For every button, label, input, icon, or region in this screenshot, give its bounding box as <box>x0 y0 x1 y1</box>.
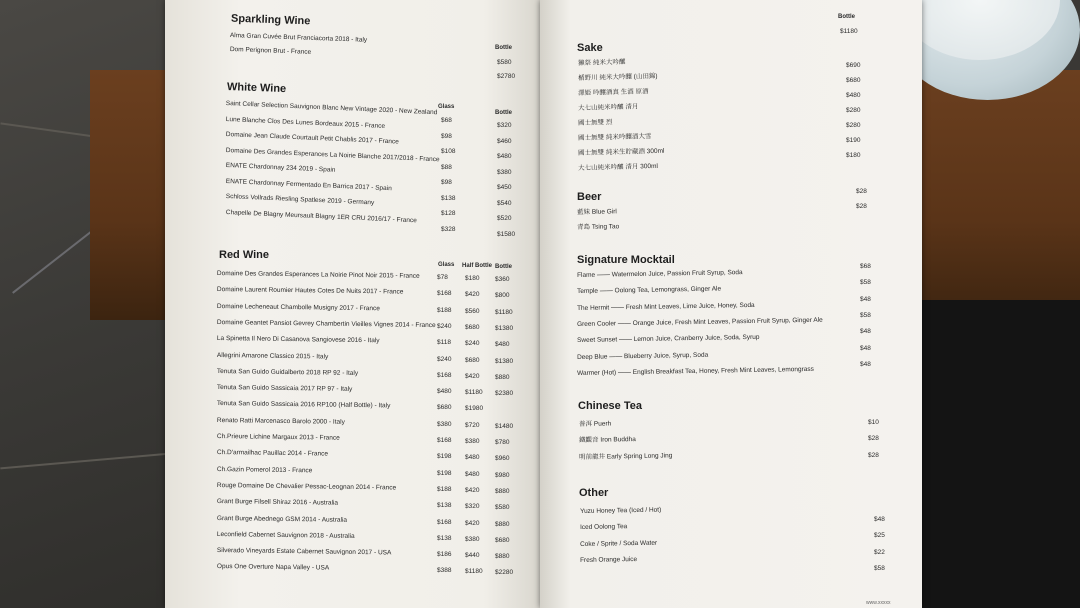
item-name: Renato Ratti Marcenasco Barolo 2000 - Italy <box>216 416 345 426</box>
price: $10 <box>868 419 879 426</box>
price: $168 <box>437 518 452 526</box>
column-header: Glass <box>438 104 455 110</box>
item-name: Domaine Geantet Pansiot Gevrey Chambertin Vieilles Vignes 2014 - France <box>216 318 436 329</box>
price: $25 <box>874 532 885 540</box>
item-name: La Spinetta Il Nero Di Casanova Sangiovese 2016 - Italy <box>216 335 380 345</box>
price: $1980 <box>465 405 484 413</box>
item-name: Coke / Sprite / Soda Water <box>580 539 658 548</box>
column-header: Half Bottle <box>462 263 492 269</box>
price: $320 <box>497 122 512 129</box>
item-name: Fresh Orange Juice <box>580 555 638 564</box>
price: $68 <box>860 263 871 270</box>
column-header: Bottle <box>495 264 512 270</box>
item-name: Opus One Overture Napa Valley - USA <box>216 563 330 572</box>
item-name: 獺祭 純米大吟釀 <box>578 58 626 67</box>
price: $48 <box>860 295 871 303</box>
item-name: Deep Blue —— Blueberry Juice, Syrup, Soda <box>577 351 709 361</box>
item-name: Green Cooler —— Orange Juice, Fresh Mint Leaves, Passion Fruit Syrup, Ginger Ale <box>577 316 823 328</box>
price: $880 <box>495 373 510 381</box>
price: $1180 <box>495 308 513 316</box>
item-name: Domaine Laurent Roumier Hautes Cotes De Nuits 2017 - France <box>216 286 404 296</box>
price: $440 <box>465 552 480 560</box>
item-name: Schloss Vollrads Riesling Spatlese 2019 - Germany <box>225 193 375 207</box>
price: $680 <box>465 323 480 331</box>
item-name: Rouge Domaine De Chevalier Pessac-Leognan 2014 - France <box>216 481 397 492</box>
price: $188 <box>437 306 452 314</box>
footer-text: www.xxxxx <box>866 600 891 606</box>
price: $480 <box>497 153 512 160</box>
section-title: Chinese Tea <box>578 400 642 412</box>
item-name: Domaine Des Grandes Esperances La Noirie Pinot Noir 2015 - France <box>216 270 420 280</box>
price: $380 <box>465 535 480 543</box>
price: $1180 <box>465 568 483 576</box>
item-name: 普洱 Puerh <box>579 420 612 428</box>
section-title: White Wine <box>226 80 287 96</box>
price: $480 <box>437 388 452 396</box>
price: $240 <box>465 340 480 348</box>
price: $420 <box>465 291 480 299</box>
item-name: Saint Cellar Selection Sauvignon Blanc New Vintage 2020 - New Zealand <box>225 100 438 117</box>
price: $240 <box>437 355 452 363</box>
item-name: 大七山純米吟釀 清月 <box>578 103 639 112</box>
price: $28 <box>868 451 879 459</box>
item-name: Tenuta San Guido Sassicaia 2016 RP100 (Half Bottle) - Italy <box>216 400 391 410</box>
menu-page-right <box>540 0 922 608</box>
item-name: Chapelle De Blagny Meursault Blagny 1ER CRU 2016/17 - France <box>225 208 417 224</box>
price: $720 <box>465 421 480 429</box>
price: $420 <box>465 486 480 494</box>
item-name: Yuzu Honey Tea (Iced / Hot) <box>580 506 662 515</box>
price: $98 <box>441 132 452 140</box>
item-name: 明前龍井 Early Spring Long Jing <box>579 451 673 461</box>
price: $360 <box>495 276 510 283</box>
item-name: 青島 Tsing Tao <box>577 223 620 231</box>
price: $880 <box>495 520 510 528</box>
price: $680 <box>465 356 480 364</box>
price: $2380 <box>495 390 514 398</box>
item-name: Flame —— Watermelon Juice, Passion Fruit Syrup, Soda <box>577 269 743 279</box>
menu-page-left <box>165 0 540 608</box>
price: $1180 <box>840 28 858 35</box>
item-name: Domaine Lecheneaut Chambolle Musigny 2017 - France <box>216 302 380 312</box>
price: $1180 <box>465 389 483 397</box>
price: $188 <box>437 485 452 493</box>
price: $48 <box>874 516 885 523</box>
price: $580 <box>497 59 512 66</box>
item-name: Allegrini Amarone Classico 2015 - Italy <box>216 351 329 361</box>
price: $2780 <box>497 73 516 80</box>
item-name: Temple —— Oolong Tea, Lemongrass, Ginger Ale <box>577 285 722 296</box>
item-name: Dom Perignon Brut - France <box>229 46 312 56</box>
item-name: Domaine Des Grandes Esperances La Noirie Blanche 2017/2018 - France <box>225 146 440 163</box>
price: $560 <box>465 307 480 315</box>
price: $380 <box>497 168 512 176</box>
price: $168 <box>437 437 452 444</box>
price: $780 <box>495 439 510 446</box>
price: $680 <box>495 536 510 544</box>
price: $880 <box>495 553 510 561</box>
section-title: Signature Mocktail <box>577 254 675 266</box>
price: $108 <box>441 148 456 155</box>
item-name: The Hermit —— Fresh Mint Leaves, Lime Juice, Honey, Soda <box>577 301 755 312</box>
item-name: 國士無雙 純米生貯藏酒 300ml <box>578 147 665 157</box>
price: $1380 <box>495 324 514 332</box>
price: $388 <box>437 567 452 575</box>
price: $280 <box>846 107 861 114</box>
item-name: Iced Oolong Tea <box>580 523 628 532</box>
column-header: Bottle <box>495 110 512 116</box>
price: $520 <box>497 215 512 222</box>
price: $180 <box>465 275 480 282</box>
price: $480 <box>495 341 510 349</box>
column-header: Bottle <box>495 45 512 51</box>
item-name: Grant Burge Abednego GSM 2014 - Australia <box>216 514 348 524</box>
price: $58 <box>874 564 885 572</box>
price: $98 <box>441 179 452 186</box>
price: $460 <box>497 137 512 145</box>
section-title: Sparkling Wine <box>230 12 311 28</box>
item-name: Warmer (Hot) —— English Breakfast Tea, Honey, Fresh Mint Leaves, Lemongrass <box>577 365 814 377</box>
item-name: 藍妹 Blue Girl <box>577 208 617 216</box>
item-name: Lune Blanche Clos Des Lunes Bordeaux 2015 - France <box>225 115 386 130</box>
section-title: Sake <box>577 42 603 54</box>
price: $68 <box>441 117 452 124</box>
price: $420 <box>465 519 480 527</box>
price: $480 <box>465 470 480 478</box>
price: $1580 <box>497 230 516 238</box>
column-header: Glass <box>438 262 455 268</box>
price: $58 <box>860 279 871 287</box>
price: $540 <box>497 199 512 207</box>
price: $78 <box>437 274 448 281</box>
item-name: Ch.D'armailhac Pauillac 2014 - France <box>216 449 329 458</box>
item-name: Sweet Sunset —— Lemon Juice, Cranberry Juice, Soda, Syrup <box>577 334 760 345</box>
price: $680 <box>846 77 861 84</box>
price: $580 <box>495 504 510 512</box>
item-name: Tenuta San Guido Guidalberto 2018 RP 92 - Italy <box>216 367 359 377</box>
item-name: Leconfield Cabernet Sauvignon 2018 - Australia <box>216 530 355 540</box>
price: $280 <box>846 122 861 129</box>
item-name: 楯野川 純米大吟釀 (山田錦) <box>578 72 658 82</box>
item-name: 澤姫 吟釀酒真 生酒 原酒 <box>578 88 649 97</box>
section-title: Beer <box>577 191 602 203</box>
section-title: Other <box>579 487 609 499</box>
price: $880 <box>495 487 510 495</box>
price: $48 <box>860 360 871 368</box>
price: $1380 <box>495 357 514 365</box>
price: $58 <box>860 311 871 319</box>
item-name: Grant Burge Filsell Shiraz 2016 - Australia <box>216 498 339 507</box>
price: $28 <box>868 435 879 443</box>
item-name: Ch.Prieure Lichine Margaux 2013 - France <box>216 433 340 442</box>
price: $320 <box>465 503 480 511</box>
price: $48 <box>860 344 871 352</box>
item-name: ENATE Chardonnay Fermentado En Barrica 2017 - Spain <box>225 177 392 192</box>
price: $168 <box>437 290 452 298</box>
price: $380 <box>465 438 480 445</box>
price: $240 <box>437 322 452 330</box>
item-name: 大七山純米吟釀 清月 300ml <box>578 162 659 172</box>
price: $420 <box>465 372 480 380</box>
price: $138 <box>437 534 452 542</box>
price: $138 <box>437 502 452 510</box>
item-name: Ch.Gazin Pomerol 2013 - France <box>216 465 313 474</box>
item-name: Silverado Vineyards Estate Cabernet Sauvignon 2017 - USA <box>216 547 392 557</box>
item-name: 國士無雙 純米吟釀酒大雪 <box>578 133 652 142</box>
price: $1480 <box>495 422 514 430</box>
item-name: Alma Gran Cuvée Brut Franciacorta 2018 - Italy <box>229 32 368 44</box>
price: $450 <box>497 184 512 191</box>
item-name: ENATE Chardonnay 234 2019 - Spain <box>225 162 336 174</box>
price: $48 <box>860 328 871 336</box>
price: $980 <box>495 471 510 479</box>
price: $180 <box>846 152 861 159</box>
price: $22 <box>874 548 885 556</box>
price: $680 <box>437 404 452 412</box>
price: $690 <box>846 62 861 69</box>
item-name: 鐵觀音 Iron Buddha <box>579 436 636 445</box>
price: $88 <box>441 163 452 171</box>
item-name: 國士無雙 烈 <box>578 119 613 127</box>
price: $198 <box>437 469 452 477</box>
item-name: Domaine Jean Claude Courtault Petit Chablis 2017 - France <box>225 131 399 146</box>
price: $190 <box>846 137 861 144</box>
price: $186 <box>437 551 452 559</box>
price: $380 <box>437 420 452 428</box>
price: $960 <box>495 455 510 463</box>
item-name: Tenuta San Guido Sassicaia 2017 RP 97 - Italy <box>216 384 353 393</box>
price: $168 <box>437 371 452 379</box>
price: $28 <box>856 203 867 210</box>
price: $118 <box>437 339 451 347</box>
price: $480 <box>846 92 861 99</box>
price: $138 <box>441 194 456 202</box>
price: $28 <box>856 188 867 195</box>
price: $328 <box>441 225 456 233</box>
price: $480 <box>465 454 480 462</box>
price: $128 <box>441 210 456 217</box>
price: $2280 <box>495 569 514 577</box>
price: $198 <box>437 453 452 461</box>
price: $800 <box>495 292 510 300</box>
section-title: Red Wine <box>219 249 270 261</box>
column-header: Bottle <box>838 14 855 20</box>
